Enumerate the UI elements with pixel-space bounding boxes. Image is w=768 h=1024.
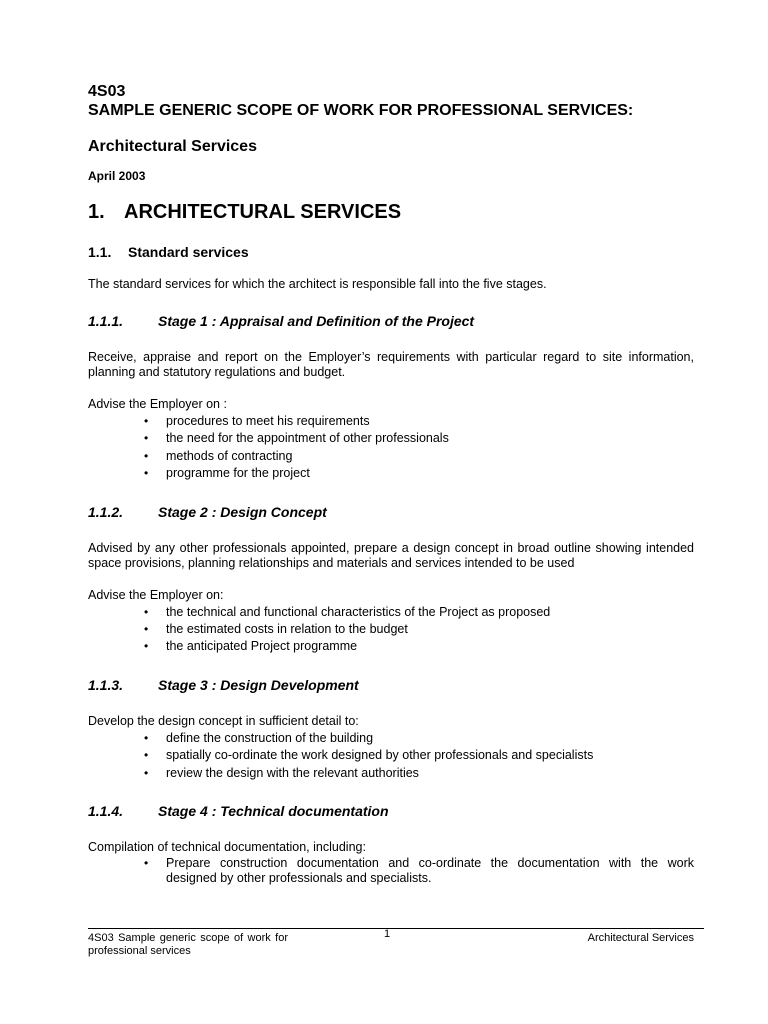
document-subtitle: Architectural Services — [88, 138, 257, 155]
document-code: 4S03 — [88, 83, 126, 100]
document-page — [88, 82, 694, 886]
list-item: • methods of contracting — [88, 448, 694, 465]
subsection-heading — [88, 244, 694, 260]
stage-heading — [88, 313, 694, 329]
subsection-intro: The standard services for which the architect is responsible fall into the five stages. — [88, 277, 547, 291]
list-item: • the technical and functional characteristics of the Project as proposed — [88, 604, 694, 621]
stage-heading — [88, 677, 694, 693]
stage-title: Stage 3 : Design Development — [158, 676, 359, 693]
list-item: • procedures to meet his requirements — [88, 413, 694, 430]
list-item: • the estimated costs in relation to the budget — [88, 621, 694, 638]
subsection-number: 1.1. — [88, 244, 112, 260]
stage-body: Develop the design concept in sufficient detail to: — [88, 713, 359, 728]
list-item: • the need for the appointment of other professionals — [88, 430, 694, 447]
bullet-list — [88, 604, 694, 656]
document-date: April 2003 — [88, 169, 146, 183]
section-heading — [88, 201, 694, 224]
page-footer — [88, 928, 704, 957]
bullet-list — [88, 856, 694, 886]
stage-title: Stage 1 : Appraisal and Definition of the Project — [158, 313, 475, 329]
list-item: • the anticipated Project programme — [88, 638, 694, 655]
section-title: ARCHITECTURAL SERVICES — [124, 201, 402, 223]
list-item: • programme for the project — [88, 465, 694, 482]
stage-advise: Advise the Employer on : — [88, 397, 227, 411]
footer-page-number: 1 — [384, 928, 391, 940]
stage-heading — [88, 504, 694, 520]
section-number: 1. — [88, 201, 105, 223]
list-item: • define the construction of the building — [88, 730, 694, 747]
stage-advise: Advise the Employer on: — [88, 587, 224, 602]
list-item: • review the design with the relevant authorities — [88, 765, 694, 782]
list-item: • spatially co-ordinate the work designed by other professionals and specialists — [88, 747, 694, 764]
stage-number: 1.1.2. — [88, 503, 124, 520]
stage-body: Receive, appraise and report on the Employer’s requirements with particular regard to site information, planning and statutory regulations and budget. — [88, 350, 694, 379]
document-title: SAMPLE GENERIC SCOPE OF WORK FOR PROFESSIONAL SERVICES: — [88, 102, 634, 119]
stage-title: Stage 2 : Design Concept — [158, 503, 327, 520]
stage-title: Stage 4 : Technical documentation — [158, 803, 389, 820]
stage-body: Advised by any other professionals appointed, prepare a design concept in broad outline showing intended space provisions, planning relationships and materials and services intended to be used — [88, 540, 694, 570]
stage-number: 1.1.3. — [88, 676, 124, 693]
footer-section-name: Architectural Services — [587, 932, 694, 944]
list-item: • Prepare construction documentation and co-ordinate the documentation with the work designed by other professionals and specialists. — [88, 856, 694, 886]
stage-number: 1.1.1. — [88, 313, 124, 329]
bullet-list — [88, 730, 694, 782]
subsection-title: Standard services — [128, 244, 249, 260]
stage-heading — [88, 803, 694, 819]
bullet-list — [88, 413, 694, 483]
stage-number: 1.1.4. — [88, 803, 124, 820]
footer-document-name: 4S03 Sample generic scope of work for professional services — [88, 932, 288, 957]
stage-body: Compilation of technical documentation, including: — [88, 840, 366, 855]
